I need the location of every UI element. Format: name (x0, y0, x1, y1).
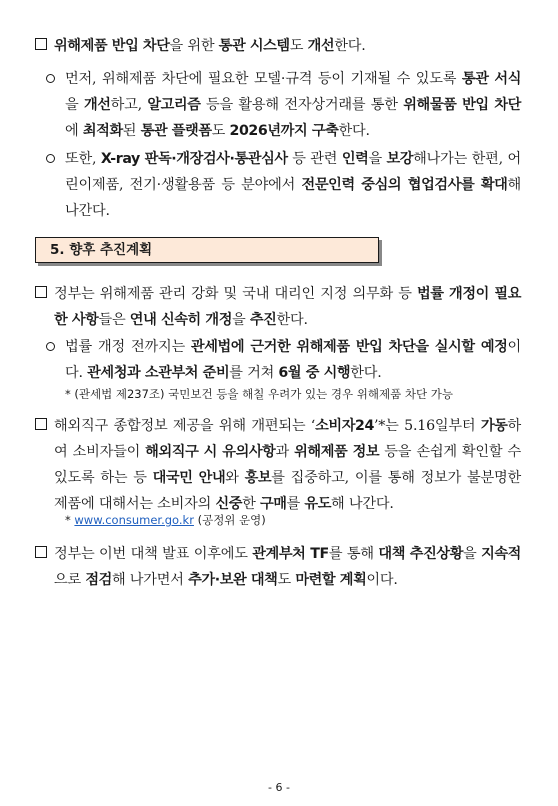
section-title: 5. 향후 추진계획 (50, 242, 153, 258)
paragraph-1-sub-2: 또한, X-ray 판독·개장검사·통관심사 등 관련 인력을 보강해나가는 한편, 어린이제품, 전기·생활용품 등 분야에서 전문인력 중심의 협업검사를 확대해 나간다. (65, 151, 522, 219)
section-header (35, 237, 379, 263)
consumer-site-link[interactable]: www.consumer.go.kr (74, 513, 194, 527)
square-bullet-icon (35, 33, 47, 59)
text-bold: 위해제품 반입 차단 (54, 38, 170, 54)
circle-bullet-icon (46, 66, 55, 92)
paragraph-1: 위해제품 반입 차단을 위한 통관 시스템도 개선한다. (54, 38, 366, 54)
footnote-customs-act: * (관세법 제237조) 국민보건 등을 해칠 우려가 있는 경우 위해제품 차단 가능 (65, 387, 453, 401)
paragraph-2-sub-1: 법률 개정 전까지는 관세법에 근거한 위해제품 반입 차단을 실시할 예정이다. 관세청과 소관부처 준비를 거쳐 6월 중 시행한다. (65, 339, 521, 381)
paragraph-1-sub-1: 먼저, 위해제품 차단에 필요한 모델·규격 등이 기재될 수 있도록 통관 서식을 개선하고, 알고리즘 등을 활용해 전자상거래를 통한 위해물품 반입 차단에 최적화된 통관 플랫폼도 2026년까지 구축한다. (65, 71, 522, 139)
square-bullet-icon (35, 413, 47, 439)
square-bullet-icon (35, 281, 47, 307)
paragraph-4: 정부는 이번 대책 발표 이후에도 관계부처 TF를 통해 대책 추진상황을 지속적으로 점검해 나가면서 추가·보완 대책도 마련할 계획이다. (54, 546, 521, 588)
paragraph-2: 정부는 위해제품 관리 강화 및 국내 대리인 지정 의무화 등 법률 개정이 필요한 사항들은 연내 신속히 개정을 추진한다. (54, 286, 521, 328)
square-bullet-icon (35, 541, 47, 567)
circle-bullet-icon (46, 146, 55, 172)
circle-bullet-icon (46, 334, 55, 360)
paragraph-3: 해외직구 종합정보 제공을 위해 개편되는 ‘소비자24’*는 5.16일부터 가동하여 소비자들이 해외직구 시 유의사항과 위해제품 정보 등을 손쉽게 확인할 수 있도록 하는 등 대국민 안내와 홍보를 집중하고, 이를 통해 정보가 불분명한 제품에 대해서는 소비자의 신중한 구매를 유도해 나간다. (54, 418, 522, 512)
page-number: - 6 - (268, 781, 290, 794)
footnote-consumer24: * www.consumer.go.kr (공정위 운영) (65, 513, 266, 527)
